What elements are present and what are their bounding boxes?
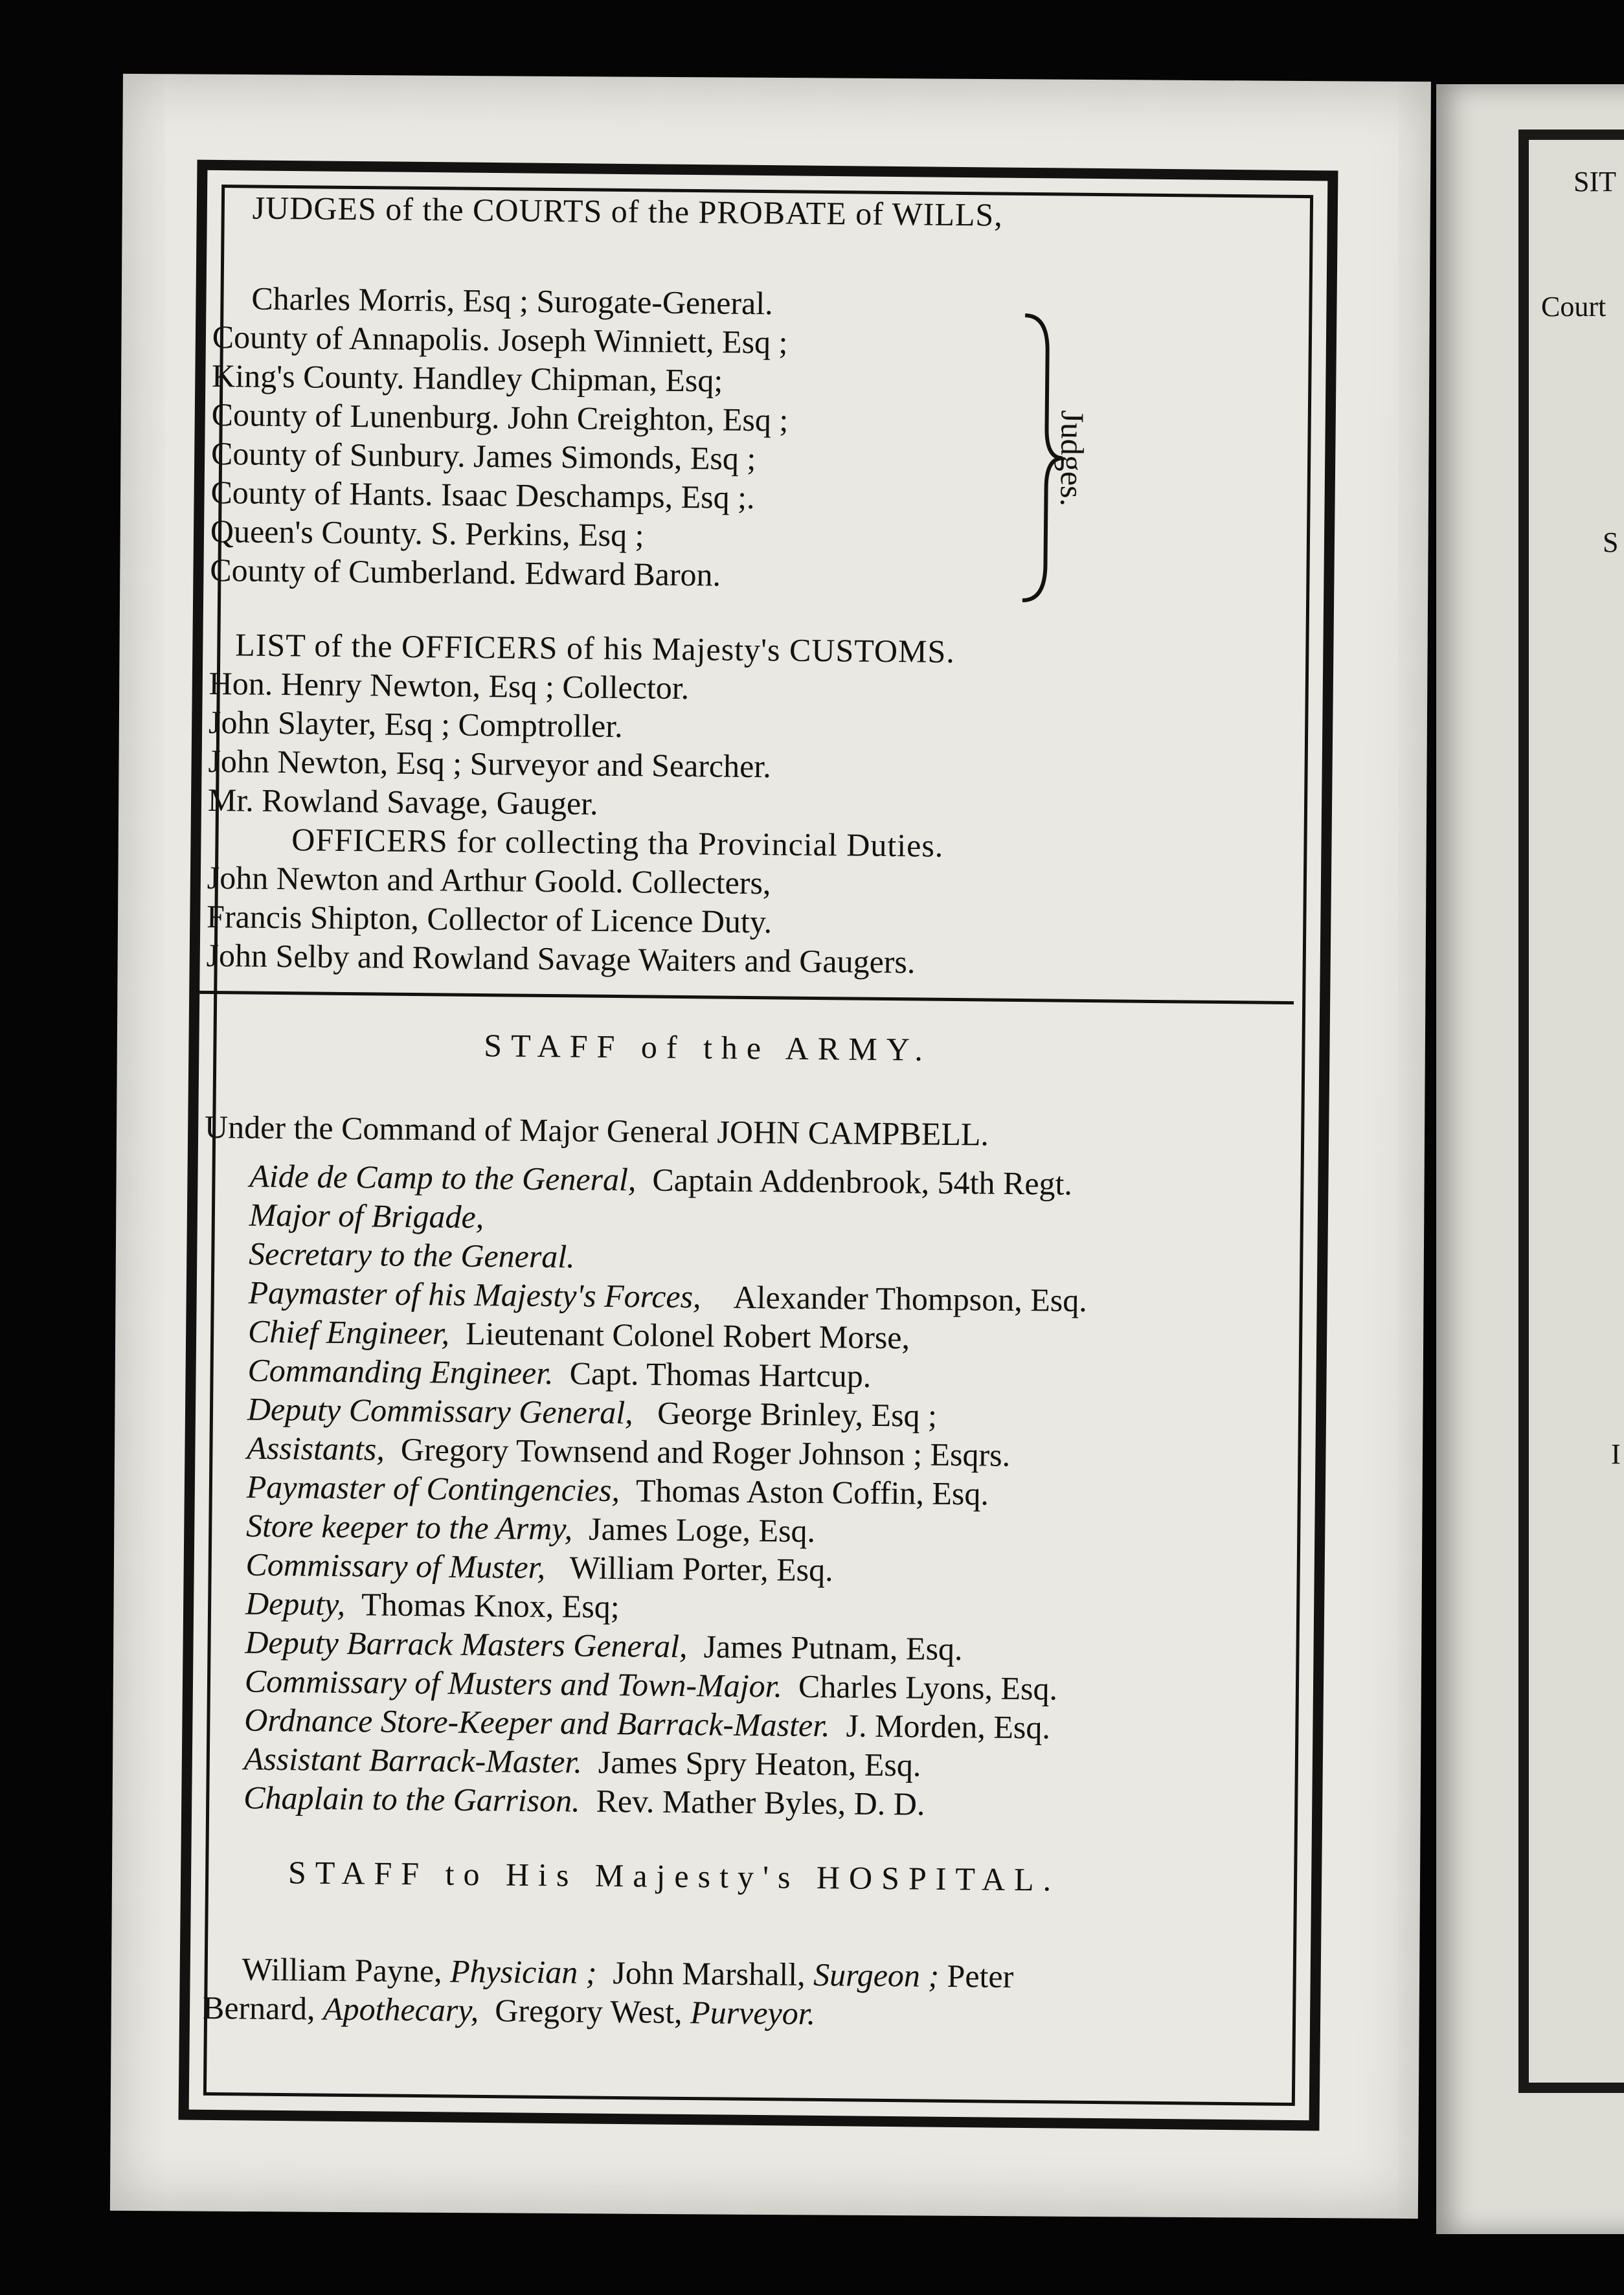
hospital-staff-line-2 <box>203 1988 816 2033</box>
facing-page-heading-fragment: SIT <box>1573 166 1616 198</box>
staff-row <box>247 1429 1010 1475</box>
staff-role: Commissary of Muster, <box>245 1546 546 1586</box>
judge-hants: County of Hants. Isaac Deschamps, Esq ;. <box>210 473 755 516</box>
customs-officer-comptroller: John Slayter, Esq ; Comptroller. <box>208 703 623 745</box>
judge-annapolis: County of Annapolis. Joseph Winniett, Esq ; <box>212 318 788 361</box>
staff-row <box>245 1584 620 1627</box>
staff-row <box>249 1234 591 1276</box>
customs-officer-collector: Hon. Henry Newton, Esq ; Collector. <box>209 664 690 707</box>
staff-holder: Captain Addenbrook, 54th Regt. <box>652 1161 1073 1202</box>
staff-holder: Gregory Townsend and Roger Johnson ; Esqrs. <box>400 1430 1011 1473</box>
staff-row <box>246 1467 989 1513</box>
section-divider <box>193 991 1294 1004</box>
provincial-duties-heading: OFFICERS for collecting tha Provincial Duties. <box>291 821 944 864</box>
staff-role: Assistant Barrack-Master. <box>243 1740 583 1780</box>
probate-heading: JUDGES of the COURTS of the PROBATE of WILLS, <box>252 189 1004 233</box>
staff-role: Secretary to the General. <box>248 1235 575 1275</box>
staff-row <box>246 1506 816 1550</box>
staff-role: Commissary of Musters and Town-Major. <box>244 1662 783 1704</box>
judges-brace-label: Judges. <box>1054 410 1091 507</box>
judge-cumberland: County of Cumberland. Edward Baron. <box>210 551 721 593</box>
staff-row <box>248 1312 910 1357</box>
staff-role: Deputy Barrack Masters General, <box>245 1623 688 1665</box>
staff-holder: Thomas Aston Coffin, Esq. <box>635 1472 989 1512</box>
army-command-line: Under the Command of Major General JOHN CAMPBELL. <box>204 1108 989 1153</box>
hospital-role: Apothecary, <box>322 1990 479 2029</box>
staff-role: Chaplain to the Garrison. <box>243 1779 580 1819</box>
facing-page-border <box>1518 130 1624 2093</box>
staff-holder <box>500 1199 501 1235</box>
judge-sunbury: County of Sunbury. James Simonds, Esq ; <box>210 435 756 477</box>
provincial-officer-waiters: John Selby and Rowland Savage Waiters and Gaugers. <box>206 936 916 980</box>
judge-lunenburg: County of Lunenburg. John Creighton, Esq ; <box>211 396 789 438</box>
army-staff-heading: STAFF of the ARMY. <box>484 1027 932 1068</box>
staff-holder: James Putnam, Esq. <box>703 1628 963 1668</box>
facing-page-i-fragment: I <box>1611 1438 1621 1470</box>
staff-role: Paymaster of Contingencies, <box>246 1468 620 1509</box>
staff-holder: William Porter, Esq. <box>569 1549 833 1588</box>
hospital-heading: STAFF to His Majesty's HOSPITAL. <box>288 1854 1061 1898</box>
staff-holder: Charles Lyons, Esq. <box>798 1668 1058 1707</box>
staff-role: Commanding Engineer. <box>247 1351 554 1392</box>
hospital-role: Surgeon ; <box>813 1956 940 1994</box>
staff-role: Deputy Commissary General, <box>247 1390 633 1431</box>
staff-role: Chief Engineer, <box>247 1313 450 1351</box>
staff-role: Assistants, <box>247 1429 385 1467</box>
staff-row <box>245 1545 833 1590</box>
staff-role: Store keeper to the Army, <box>245 1507 573 1547</box>
staff-role: Aide de Camp to the General, <box>249 1157 637 1198</box>
customs-officer-gauger: Mr. Rowland Savage, Gauger. <box>207 781 598 822</box>
hospital-name: William Payne, <box>242 1950 442 1989</box>
page-text <box>196 188 1295 2096</box>
staff-holder: Alexander Thompson, Esq. <box>733 1278 1088 1319</box>
staff-holder: J. Morden, Esq. <box>846 1707 1051 1746</box>
staff-row <box>247 1351 871 1396</box>
judge-queens-county: Queen's County. S. Perkins, Esq ; <box>210 512 644 554</box>
hospital-name: Peter <box>947 1958 1014 1995</box>
staff-role: Deputy, <box>245 1585 346 1623</box>
staff-holder: Thomas Knox, Esq; <box>361 1586 620 1625</box>
facing-page-s-fragment: S <box>1603 526 1619 558</box>
staff-role: Ordnance Store-Keeper and Barrack-Master. <box>244 1701 830 1744</box>
customs-heading: LIST of the OFFICERS of his Majesty's CUSTOMS. <box>234 626 956 670</box>
hospital-role: Physician ; <box>449 1952 597 1991</box>
staff-holder: Lieutenant Colonel Robert Morse, <box>465 1315 910 1356</box>
judge-kings-county: King's County. Handley Chipman, Esq; <box>211 357 723 399</box>
hospital-name: John Marshall, <box>613 1954 806 1993</box>
provincial-officer-collectors: John Newton and Arthur Goold. Collecters, <box>207 859 771 901</box>
staff-row <box>243 1739 921 1785</box>
staff-role: Major of Brigade, <box>249 1196 484 1236</box>
staff-role: Paymaster of his Majesty's Forces, <box>248 1274 701 1315</box>
hospital-name: Gregory West, <box>495 1992 682 2031</box>
staff-row <box>245 1623 963 1669</box>
staff-row <box>247 1390 938 1435</box>
staff-row <box>243 1778 925 1824</box>
facing-page-court-fragment: Court <box>1541 291 1607 322</box>
staff-holder: Rev. Mather Byles, D. D. <box>596 1782 925 1822</box>
staff-holder: George Brinley, Esq ; <box>657 1394 938 1434</box>
hospital-name: Bernard, <box>202 1989 315 2027</box>
staff-holder: James Loge, Esq. <box>588 1510 816 1550</box>
customs-officer-surveyor: John Newton, Esq ; Surveyor and Searcher. <box>208 742 771 785</box>
staff-holder: Capt. Thomas Hartcup. <box>569 1355 872 1394</box>
staff-row <box>249 1195 500 1237</box>
hospital-role: Purveyor. <box>690 1994 816 2032</box>
surrogate-general: Charles Morris, Esq ; Surogate-General. <box>251 280 773 322</box>
provincial-officer-licence: Francis Shipton, Collector of Licence Duty. <box>206 898 773 940</box>
staff-holder: James Spry Heaton, Esq. <box>598 1743 921 1783</box>
